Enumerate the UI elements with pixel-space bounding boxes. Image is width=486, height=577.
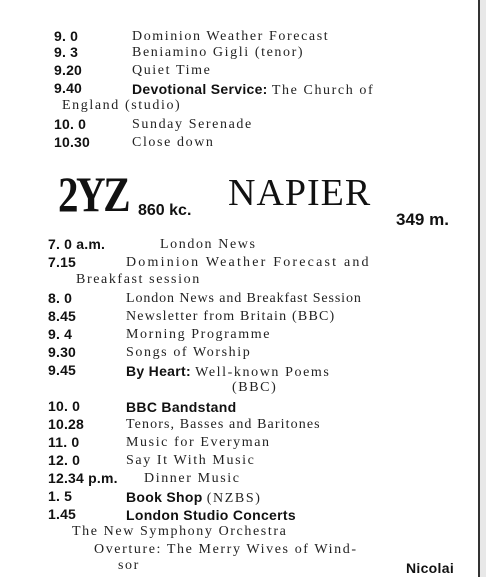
schedule-row [0,434,480,452]
concert-orchestra: The New Symphony Orchestra [72,524,288,539]
programme: London News [160,237,257,252]
schedule-row [0,326,480,344]
time: 10. 0 [48,398,81,414]
schedule-row [0,116,480,134]
schedule-row [0,506,480,524]
programme: Dominion Weather Forecast and [126,255,371,270]
schedule-row [0,62,480,80]
programme-continuation: England (studio) [62,98,182,113]
schedule-row [0,254,480,272]
time: 12.34 p.m. [48,470,118,486]
programme: Close down [132,135,215,150]
time: 12. 0 [48,452,81,468]
programme: Dinner Music [144,471,241,486]
time: 9.45 [48,362,77,378]
programme-rest: The Church of [271,83,375,98]
programme-rest: Well-known Poems [195,365,331,380]
programme-rest: (NZBS) [206,491,262,506]
time: 7. 0 a.m. [48,236,106,252]
time: 8.45 [48,308,77,324]
programme: Dominion Weather Forecast [132,29,330,44]
time: 10.30 [54,134,91,150]
station-header [52,168,482,230]
time: 9.40 [54,80,83,96]
programme: Sunday Serenade [132,117,253,132]
time: 9. 0 [54,28,79,44]
programme-bold: Devotional Service: [132,81,268,97]
programme: BBC Bandstand [126,399,237,415]
programme-continuation: (BBC) [232,380,278,395]
schedule-row [0,290,480,308]
station-callsign: 2YZ [58,166,129,222]
programme: Newsletter from Britain (BBC) [126,309,336,324]
schedule-row [0,344,480,362]
programme: Tenors, Basses and Baritones [126,417,321,432]
schedule-row [0,44,480,62]
time: 1.45 [48,506,77,522]
time: 9. 4 [48,326,73,342]
schedule-row [0,488,480,506]
programme: Music for Everyman [126,435,271,450]
programme [126,489,262,507]
programme-continuation: Breakfast session [76,272,201,287]
schedule-row [0,470,480,488]
schedule-row [0,308,480,326]
programme-bold: Book Shop [126,489,203,505]
time: 10. 0 [54,116,87,132]
concert-overture-continuation: sor [118,558,140,573]
programme: Beniamino Gigli (tenor) [132,45,305,60]
schedule-row [0,416,480,434]
time: 7.15 [48,254,77,270]
station-frequency: 860 kc. [138,202,192,219]
programme-bold: By Heart: [126,363,191,379]
schedule-row [0,80,480,98]
programme: Say It With Music [126,453,256,468]
station-wavelength: 349 m. [396,210,449,229]
programme [126,363,330,381]
time: 9. 3 [54,44,79,60]
time: 10.28 [48,416,85,432]
programme: Songs of Worship [126,345,252,360]
programme [132,81,374,99]
programme: London News and Breakfast Session [126,291,362,306]
concert-overture: Overture: The Merry Wives of Wind- [94,542,358,557]
schedule-row [0,134,480,152]
schedule-row [0,398,480,416]
schedule-row [0,362,480,380]
concert-composer: Nicolai [406,560,455,576]
programme: Morning Programme [126,327,272,342]
time: 1. 5 [48,488,73,504]
station-name: NAPIER [228,172,372,214]
time: 9.30 [48,344,77,360]
schedule-row [0,452,480,470]
schedule-row [0,236,480,254]
time: 9.20 [54,62,83,78]
time: 8. 0 [48,290,73,306]
programme: London Studio Concerts [126,507,296,523]
time: 11. 0 [48,434,80,450]
programme: Quiet Time [132,63,212,78]
page-edge-divider [478,0,486,577]
